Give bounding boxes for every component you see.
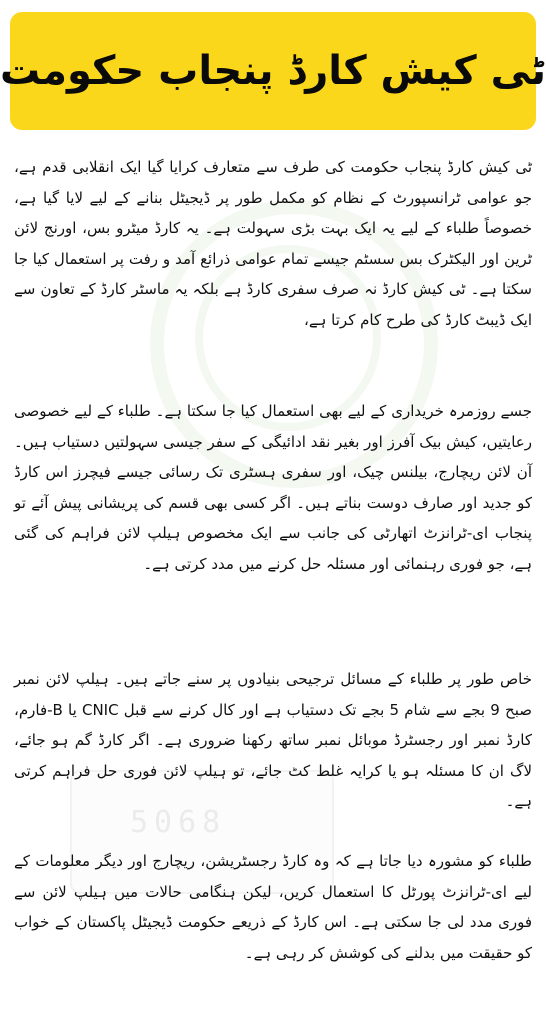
paragraph-intro: ٹی کیش کارڈ پنجاب حکومت کی طرف سے متعارف کرایا گیا ایک انقلابی قدم ہے، جو عوامی ٹرانسپورٹ کے نظام کو مکمل طور پر ڈیجیٹل بنانے کے لیے لایا گیا ہے، خصوصاً طلباء کے لیے یہ ایک بہت بڑی سہولت ہے۔ یہ کارڈ میٹرو بس، اورنج لائن ٹرین اور الیکٹرک بس سسٹم جیسے تمام عوامی ذرائع آمد و رفت پر استعمال کیا جا سکتا ہے۔ ٹی کیش کارڈ نہ صرف سفری کارڈ ہے بلکہ یہ ماسٹر کارڈ کے تعاون سے ایک ڈیبٹ کارڈ کی طرح کام کرتا ہے، bbox=[14, 158, 532, 329]
watermark-card-digits: 5068 bbox=[130, 805, 227, 840]
paragraph-advice: طلباء کو مشورہ دیا جاتا ہے کہ وہ کارڈ رجسٹریشن، ریچارج اور دیگر معلومات کے لیے ای-ٹرانزٹ پورٹل کا استعمال کریں، لیکن ہنگامی حالات میں ہیلپ لائن سے فوری مدد لی جا سکتی ہے۔ اس کارڈ کے ذریعے حکومت ڈیجیٹل پاکستان کے خواب کو حقیقت میں بدلنے کی کوشش کر رہی ہے۔ bbox=[14, 852, 532, 962]
paragraph-benefits: جسے روزمرہ خریداری کے لیے بھی استعمال کیا جا سکتا ہے۔ طلباء کے لیے خصوصی رعایتیں، کیش بیک آفرز اور بغیر نقد ادائیگی کے سفر جیسی سہولتیں دستیاب ہیں۔ آن لائن ریچارج، بیلنس چیک، اور سفری ہسٹری تک رسائی جیسے فیچرز اس کارڈ کو جدید اور صارف دوست بناتے ہیں۔ اگر کسی بھی قسم کی پریشانی پیش آئے تو پنجاب ای-ٹرانزٹ اتھارٹی کی جانب سے ایک مخصوص ہیلپ لائن فراہم کی گئی ہے، جو فوری رہنمائی اور مسئلہ حل کرنے میں مدد کرتی ہے۔ bbox=[14, 402, 532, 573]
title-banner bbox=[0, 12, 546, 130]
paragraph-helpline: خاص طور پر طلباء کے مسائل ترجیحی بنیادوں پر سنے جاتے ہیں۔ ہیلپ لائن نمبر صبح 9 بجے سے شام 5 بجے تک دستیاب ہے اور کال کرنے سے قبل CNIC یا B-فارم، کارڈ نمبر اور رجسٹرڈ موبائل نمبر ساتھ رکھنا ضروری ہے۔ اگر کارڈ گم ہو جائے، لاگ ان کا مسئلہ ہو یا کرایہ غلط کٹ جائے، تو ہیلپ لائن فوری حل فراہم کرتی ہے۔ bbox=[14, 670, 532, 810]
page-title: ٹی کیش کارڈ پنجاب حکومت bbox=[0, 48, 546, 94]
